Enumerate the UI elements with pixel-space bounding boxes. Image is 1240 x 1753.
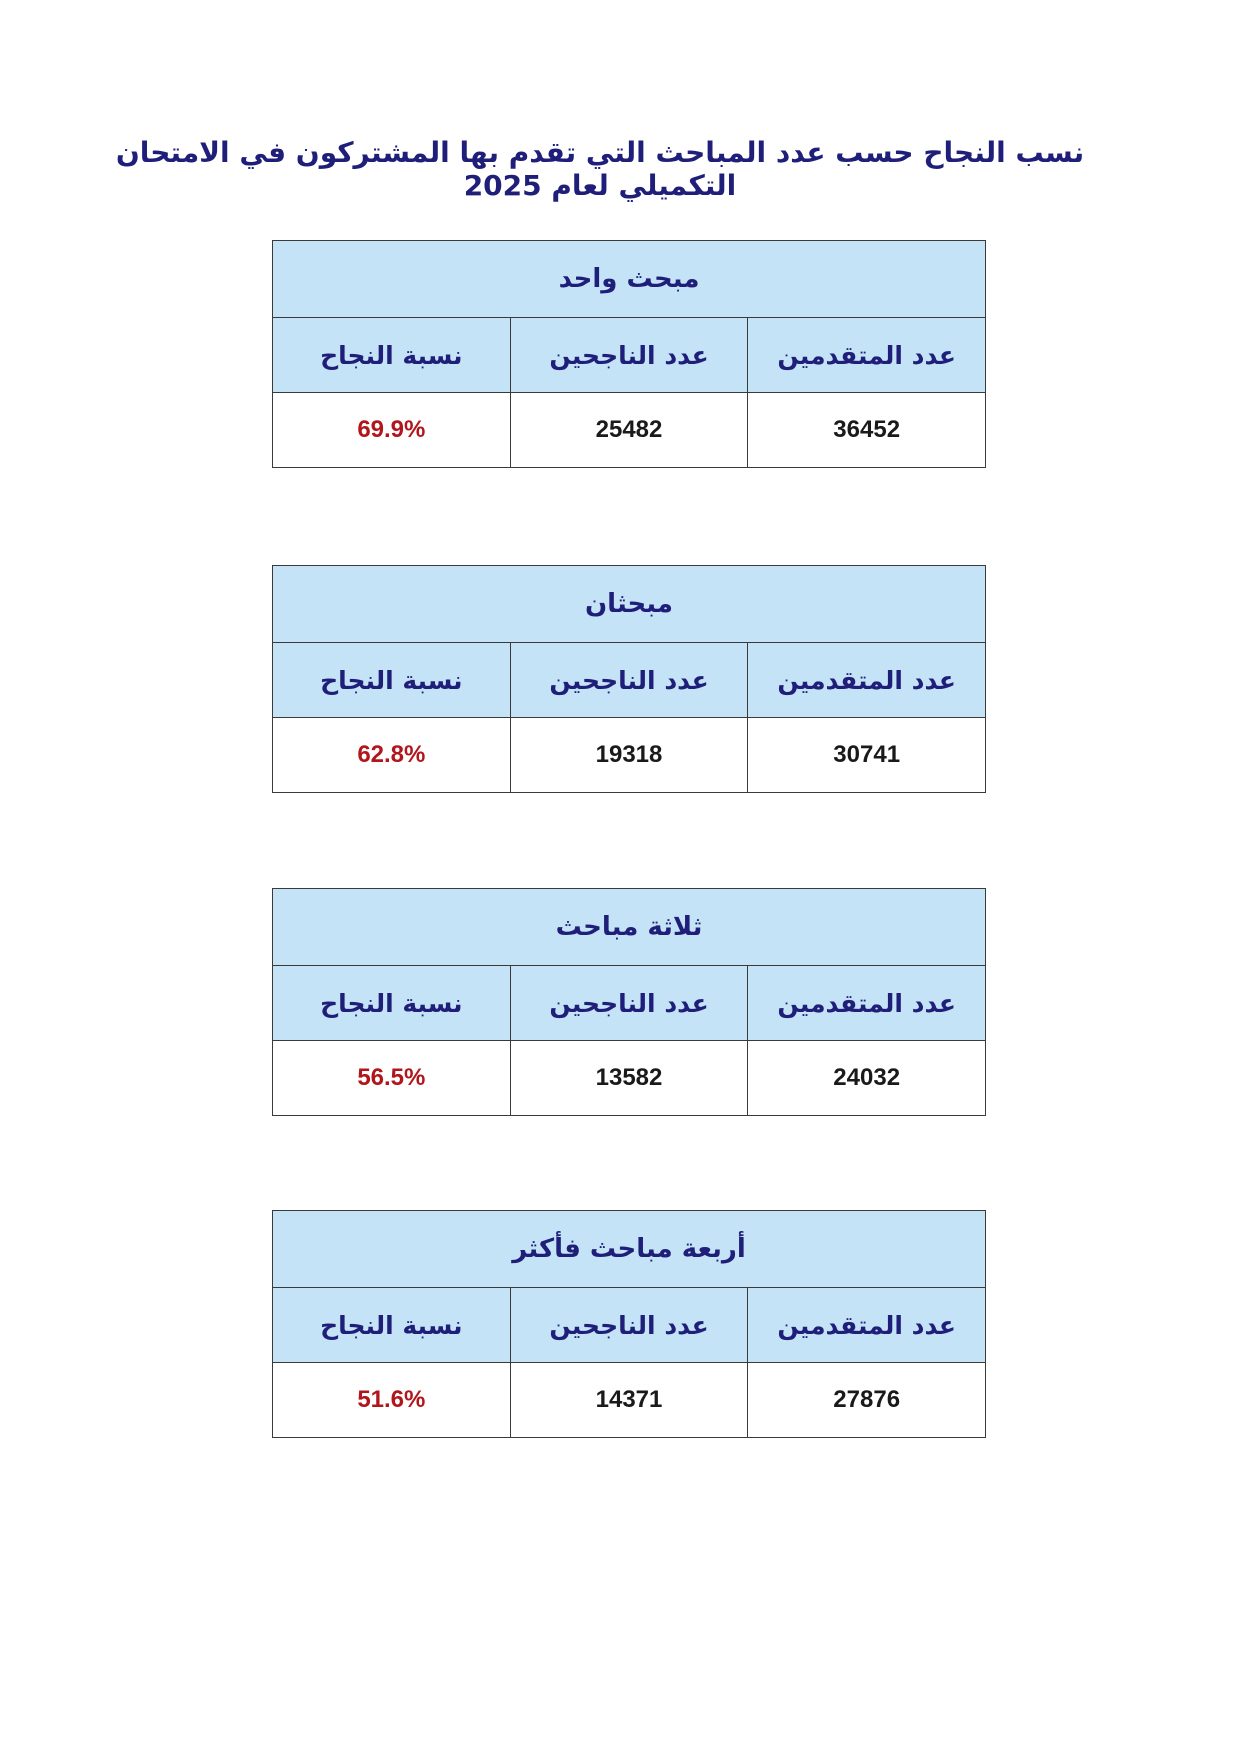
table-caption-row bbox=[273, 889, 986, 966]
pass-rate-value: 62.8% bbox=[273, 718, 511, 793]
column-header-pass-rate: نسبة النجاح bbox=[273, 643, 511, 718]
page-title: نسب النجاح حسب عدد المباحث التي تقدم بها المشتركون في الامتحان التكميلي لعام 2025 bbox=[115, 136, 1085, 202]
column-header-applicants: عدد المتقدمين bbox=[748, 1288, 986, 1363]
results-table-three-subjects bbox=[272, 888, 986, 1116]
column-header-passed: عدد الناجحين bbox=[510, 1288, 748, 1363]
table-caption-row bbox=[273, 241, 986, 318]
applicants-value: 24032 bbox=[748, 1041, 986, 1116]
column-header-applicants: عدد المتقدمين bbox=[748, 643, 986, 718]
column-header-applicants: عدد المتقدمين bbox=[748, 318, 986, 393]
column-header-passed: عدد الناجحين bbox=[510, 318, 748, 393]
table-row bbox=[273, 718, 986, 793]
table-row bbox=[273, 1363, 986, 1438]
column-header-pass-rate: نسبة النجاح bbox=[273, 966, 511, 1041]
table-header-row bbox=[273, 1288, 986, 1363]
pass-rate-value: 69.9% bbox=[273, 393, 511, 468]
table-caption: مبحث واحد bbox=[273, 241, 986, 318]
table-header-row bbox=[273, 966, 986, 1041]
applicants-value: 27876 bbox=[748, 1363, 986, 1438]
results-table-two-subjects bbox=[272, 565, 986, 793]
passed-value: 19318 bbox=[510, 718, 748, 793]
table-header-row bbox=[273, 643, 986, 718]
applicants-value: 30741 bbox=[748, 718, 986, 793]
results-table-one-subject bbox=[272, 240, 986, 468]
table-caption: أربعة مباحث فأكثر bbox=[273, 1211, 986, 1288]
table-caption: مبحثان bbox=[273, 566, 986, 643]
pass-rate-value: 56.5% bbox=[273, 1041, 511, 1116]
table-caption: ثلاثة مباحث bbox=[273, 889, 986, 966]
column-header-pass-rate: نسبة النجاح bbox=[273, 1288, 511, 1363]
table-header-row bbox=[273, 318, 986, 393]
column-header-applicants: عدد المتقدمين bbox=[748, 966, 986, 1041]
table-caption-row bbox=[273, 566, 986, 643]
passed-value: 14371 bbox=[510, 1363, 748, 1438]
column-header-pass-rate: نسبة النجاح bbox=[273, 318, 511, 393]
table-row bbox=[273, 393, 986, 468]
applicants-value: 36452 bbox=[748, 393, 986, 468]
table-row bbox=[273, 1041, 986, 1116]
results-table-four-plus-subjects bbox=[272, 1210, 986, 1438]
pass-rate-value: 51.6% bbox=[273, 1363, 511, 1438]
passed-value: 13582 bbox=[510, 1041, 748, 1116]
passed-value: 25482 bbox=[510, 393, 748, 468]
table-caption-row bbox=[273, 1211, 986, 1288]
column-header-passed: عدد الناجحين bbox=[510, 966, 748, 1041]
column-header-passed: عدد الناجحين bbox=[510, 643, 748, 718]
